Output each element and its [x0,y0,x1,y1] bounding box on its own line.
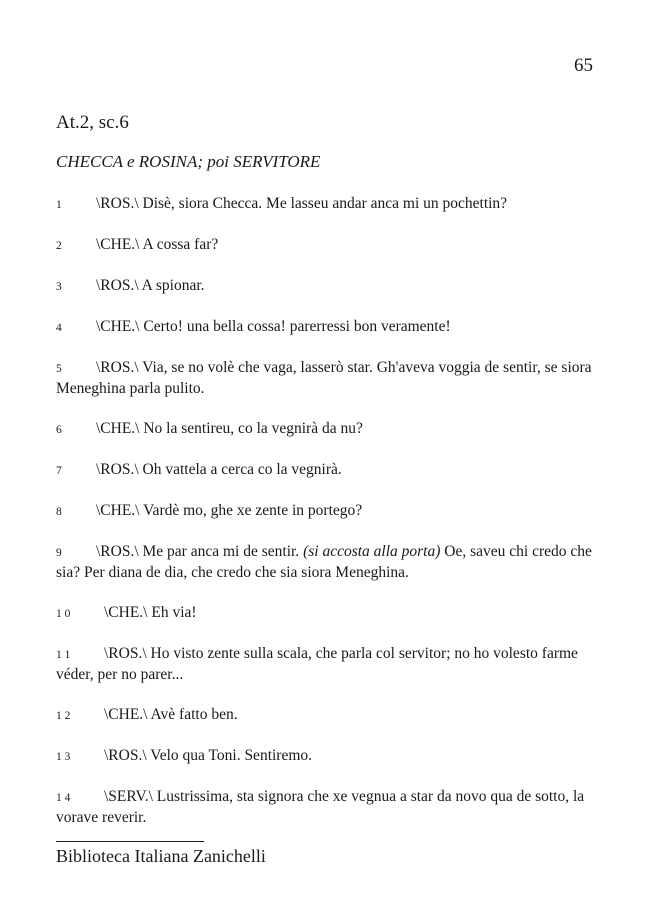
line-text: \ROS.\ Via, se no volè che vaga, lasserò star. Gh'aveva voggia de sentir, se siora Meneghina parla pulito. [56,359,592,397]
line-number: 2 [56,240,62,252]
dialogue-line [56,235,596,256]
dialogue-line [56,194,596,215]
dialogue-line [56,358,596,399]
line-number: 4 [56,322,62,334]
stage-direction: (si accosta alla porta) [303,543,441,560]
line-number: 1 [56,199,62,211]
dialogue-line [56,501,596,522]
line-text: \SERV.\ Lustrissima, sta signora che xe vegnua a star da novo qua de sotto, la vorave reverir. [56,788,585,826]
line-text: \CHE.\ Eh via! [104,604,197,621]
line-number: 8 [56,506,62,518]
dialogue-line [56,746,596,767]
page-number: 65 [574,55,593,76]
line-number: 1 2 [56,710,71,722]
act-scene-heading: At.2, sc.6 [56,112,129,133]
dialogue-line [56,705,596,726]
line-number: 3 [56,281,62,293]
line-number: 1 4 [56,792,71,804]
dialogue-line [56,419,596,440]
characters-heading: CHECCA e ROSINA; poi SERVITORE [56,152,321,171]
line-number: 7 [56,465,62,477]
dialogue-line [56,542,596,583]
line-number: 9 [56,547,62,559]
line-text-after: Oe, saveu chi credo che sia? Per diana de dia, che credo che sia siora Meneghina. [56,543,592,581]
dialogue-line [56,460,596,481]
line-number: 6 [56,424,62,436]
line-text: \CHE.\ A cossa far? [96,236,219,253]
dialogue-lines [56,194,596,848]
line-text: \ROS.\ Disè, siora Checca. Me lasseu andar anca mi un pochettin? [96,195,508,212]
line-number: 1 0 [56,608,71,620]
line-number: 5 [56,363,62,375]
dialogue-line [56,787,596,828]
dialogue-line [56,603,596,624]
line-text: \CHE.\ No la sentireu, co la vegnirà da nu? [96,420,363,437]
dialogue-line [56,644,596,685]
line-text: \CHE.\ Vardè mo, ghe xe zente in portego? [96,502,363,519]
line-text: \CHE.\ Certo! una bella cossa! parerressi bon veramente! [96,318,451,335]
line-number: 1 3 [56,751,71,763]
dialogue-line [56,276,596,297]
line-text: \ROS.\ Ho visto zente sulla scala, che parla col servitor; no ho volesto farme véder, per no parer... [56,645,578,683]
line-text-before: \ROS.\ Me par anca mi de sentir. [96,543,304,560]
dialogue-line [56,317,596,338]
line-number: 1 1 [56,649,71,661]
footer-publisher: Biblioteca Italiana Zanichelli [56,846,266,866]
line-text: \ROS.\ Oh vattela a cerca co la vegnirà. [96,461,342,478]
line-text: \ROS.\ A spionar. [96,277,205,294]
line-text: \CHE.\ Avè fatto ben. [104,706,238,723]
line-text: \ROS.\ Velo qua Toni. Sentiremo. [104,747,313,764]
footer-rule [56,841,204,842]
